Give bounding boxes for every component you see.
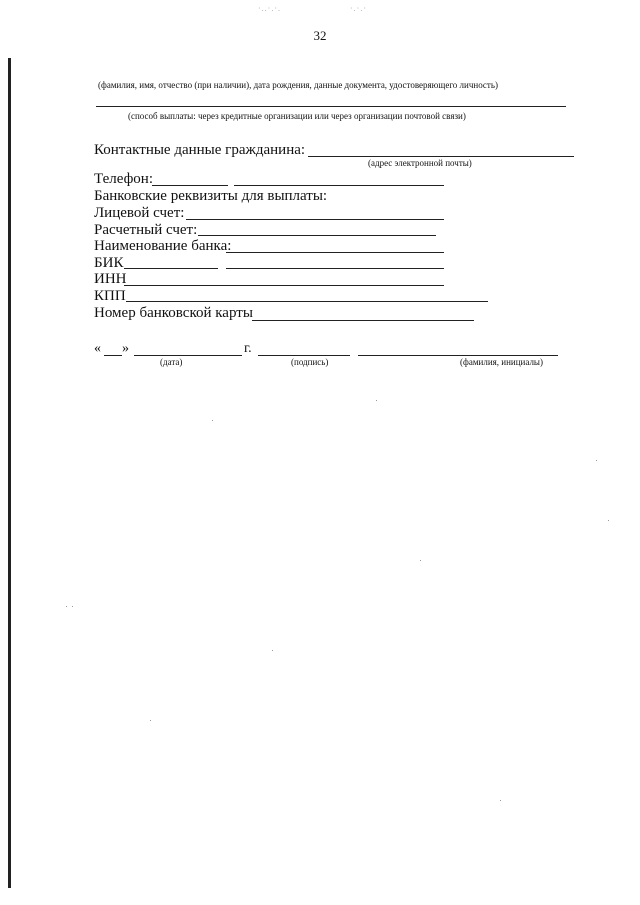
label-bank-details: Банковские реквизиты для выплаты:	[94, 188, 328, 204]
bik-line-b	[226, 268, 444, 269]
label-personal-account: Лицевой счет:	[94, 205, 185, 221]
phone-line-b	[234, 185, 444, 186]
scan-artifact: ·.·.·	[350, 4, 367, 13]
inn-line	[124, 285, 444, 286]
card-number-line	[252, 320, 474, 321]
caption-email-address: (адрес электронной почты)	[368, 158, 472, 168]
name-initials-line	[358, 355, 558, 356]
email-line	[308, 156, 574, 157]
label-bank-name: Наименование банка:	[94, 238, 232, 254]
personal-account-line	[186, 219, 444, 220]
signature-line	[258, 355, 350, 356]
day-line	[104, 355, 122, 356]
settlement-account-line	[198, 235, 436, 236]
year-suffix: г.	[244, 341, 252, 356]
phone-line-a	[152, 185, 228, 186]
payment-method-line	[96, 106, 566, 107]
label-kpp: КПП	[94, 288, 126, 304]
label-inn: ИНН	[94, 271, 127, 287]
kpp-line	[126, 301, 488, 302]
label-contacts: Контактные данные гражданина:	[94, 142, 306, 158]
scan-artifact: ·..·.·.	[258, 4, 281, 13]
bank-name-line	[226, 252, 444, 253]
label-bik: БИК	[94, 255, 124, 271]
label-card-number: Номер банковской карты	[94, 305, 253, 321]
quote-open: «	[94, 341, 101, 356]
label-settlement-account: Расчетный счет:	[94, 222, 198, 238]
caption-date: (дата)	[160, 357, 183, 367]
caption-signature: (подпись)	[291, 357, 329, 367]
date-line	[134, 355, 242, 356]
bik-line-a	[124, 268, 218, 269]
caption-person-identity: (фамилия, имя, отчество (при наличии), дата рождения, данные документа, удостоверяющего личность)	[98, 80, 498, 90]
page-number: 32	[313, 28, 327, 43]
quote-close: »	[122, 341, 129, 356]
label-phone: Телефон:	[94, 171, 153, 187]
caption-payment-method: (способ выплаты: через кредитные организации или через организации почтовой связи)	[128, 111, 466, 121]
caption-name-initials: (фамилия, инициалы)	[460, 357, 543, 367]
scan-edge-bar	[8, 58, 11, 888]
